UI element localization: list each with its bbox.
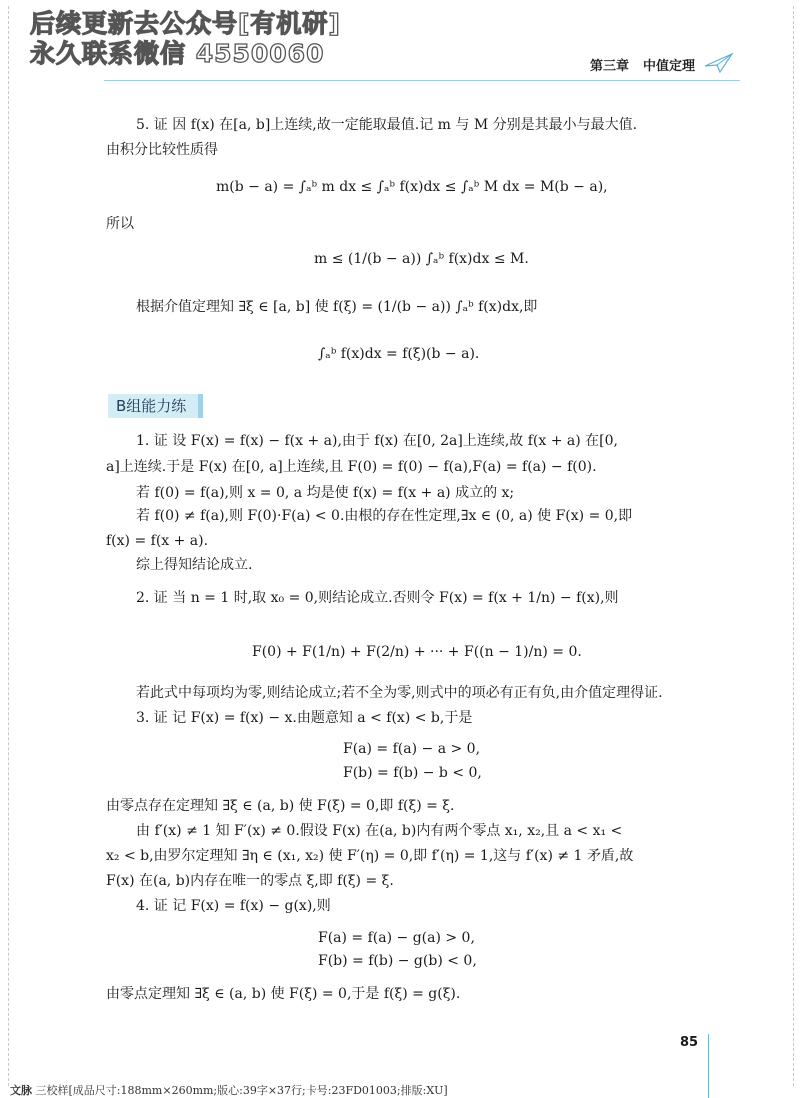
- page-number-rule: [708, 1034, 709, 1098]
- p5-line-3: 所以: [106, 216, 134, 232]
- p5-line-1: 5. 证 因 f(x) 在[a, b]上连续,故一定能取最值.记 m 与 M 分别是其最小与最大值.: [136, 117, 638, 133]
- running-header: [590, 55, 709, 74]
- b3-equation-1: F(a) = f(a) − a > 0,: [343, 741, 481, 757]
- b3-line-2: 由零点存在定理知 ∃ξ ∈ (a, b) 使 F(ξ) = 0,即 f(ξ) = ξ.: [106, 798, 455, 814]
- footer-info: 三校样[成品尺寸:188mm×260mm;版心:39字×37行;卡号:23FD01003;排版:XU]: [35, 1084, 448, 1097]
- b2-equation: F(0) + F(1/n) + F(2/n) + ··· + F((n − 1)/n) = 0.: [252, 644, 582, 660]
- b4-line-2: 由零点定理知 ∃ξ ∈ (a, b) 使 F(ξ) = 0,于是 f(ξ) = g(ξ).: [106, 986, 461, 1002]
- p5-equation-3: ∫ₐᵇ f(x)dx = f(ξ)(b − a).: [318, 346, 480, 362]
- page-border-left: [8, 6, 9, 1086]
- b1-line-1: 1. 证 设 F(x) = f(x) − f(x + a),由于 f(x) 在[0, 2a]上连续,故 f(x + a) 在[0,: [136, 433, 618, 449]
- b1-line-3: 若 f(0) = f(a),则 x = 0, a 均是使 f(x) = f(x + a) 成立的 x;: [136, 485, 515, 501]
- b1-line-5: f(x) = f(x + a).: [106, 533, 209, 549]
- b3-line-1: 3. 证 记 F(x) = f(x) − x.由题意知 a < f(x) < b,于是: [136, 710, 473, 726]
- watermark-line-2: 永久联系微信 4550060: [30, 39, 325, 68]
- b4-equation-1: F(a) = f(a) − g(a) > 0,: [318, 930, 475, 946]
- b2-line-1: 2. 证 当 n = 1 时,取 x₀ = 0,则结论成立.否则令 F(x) = f(x + 1/n) − f(x),则: [136, 590, 619, 606]
- chapter-label: 第三章: [590, 59, 630, 74]
- b1-line-4: 若 f(0) ≠ f(a),则 F(0)·F(a) < 0.由根的存在性定理,∃x ∈ (0, a) 使 F(x) = 0,即: [136, 508, 633, 524]
- b4-equation-2: F(b) = f(b) − g(b) < 0,: [318, 953, 477, 969]
- b1-line-2: a]上连续.于是 F(x) 在[0, a]上连续,且 F(0) = f(0) − f(a),F(a) = f(a) − f(0).: [106, 459, 597, 475]
- footer: [10, 1082, 448, 1098]
- header-rule: [104, 80, 740, 81]
- page-border-right: [793, 6, 794, 1086]
- chapter-topic: 中值定理: [643, 59, 696, 74]
- p5-equation-2: m ≤ (1/(b − a)) ∫ₐᵇ f(x)dx ≤ M.: [314, 251, 529, 267]
- b3-line-5: F(x) 在(a, b)内存在唯一的零点 ξ,即 f(ξ) = ξ.: [106, 873, 394, 889]
- section-heading-b: B组能力练: [108, 394, 203, 418]
- p5-equation-1: m(b − a) = ∫ₐᵇ m dx ≤ ∫ₐᵇ f(x)dx ≤ ∫ₐᵇ M dx = M(b − a),: [216, 179, 608, 195]
- b3-equation-2: F(b) = f(b) − b < 0,: [343, 765, 482, 781]
- b3-line-4: x₂ < b,由罗尔定理知 ∃η ∈ (x₁, x₂) 使 F′(η) = 0,即 f′(η) = 1,这与 f′(x) ≠ 1 矛盾,故: [106, 848, 634, 864]
- footer-brand: 文脉: [10, 1084, 32, 1097]
- paper-plane-icon: [704, 52, 734, 74]
- watermark-line-1: 后续更新去公众号[有机研]: [30, 9, 341, 38]
- p5-line-4: 根据介值定理知 ∃ξ ∈ [a, b] 使 f(ξ) = (1/(b − a)) ∫ₐᵇ f(x)dx,即: [136, 299, 538, 315]
- b3-line-3: 由 f′(x) ≠ 1 知 F′(x) ≠ 0.假设 F(x) 在(a, b)内有两个零点 x₁, x₂,且 a < x₁ <: [136, 823, 623, 839]
- b1-line-6: 综上得知结论成立.: [136, 557, 253, 573]
- b2-line-2: 若此式中每项均为零,则结论成立;若不全为零,则式中的项必有正有负,由介值定理得证.: [136, 685, 663, 701]
- p5-line-2: 由积分比较性质得: [106, 142, 218, 158]
- page-number: 85: [680, 1035, 699, 1050]
- b4-line-1: 4. 证 记 F(x) = f(x) − g(x),则: [136, 898, 331, 914]
